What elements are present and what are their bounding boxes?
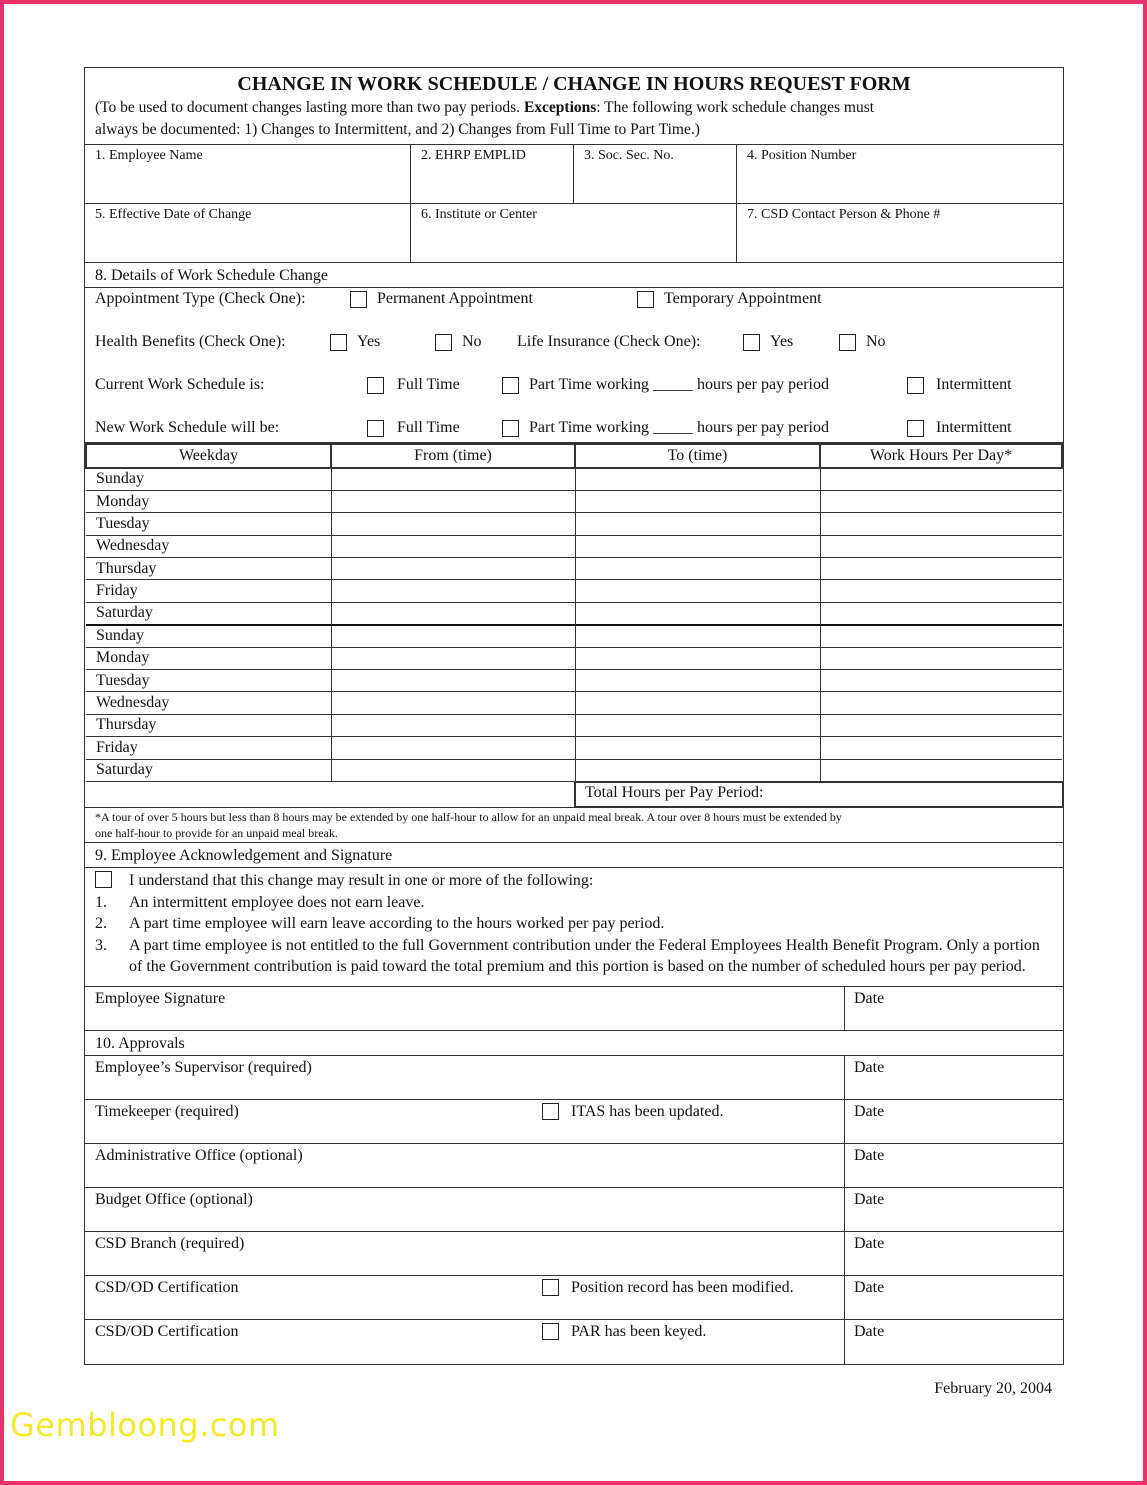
schedule-row (86, 468, 1062, 490)
from-time-header: From (time) (331, 444, 575, 468)
approval-signature-field[interactable] (85, 1144, 845, 1187)
current-part-time-label: Part Time working _____ hours per pay period (529, 376, 829, 393)
form-intro (85, 97, 1063, 144)
form-title: CHANGE IN WORK SCHEDULE / CHANGE IN HOURS REQUEST FORM (237, 73, 911, 95)
weekday-cell: Friday (86, 737, 331, 759)
approval-label: CSD/OD Certification (95, 1278, 239, 1296)
from-time-cell[interactable] (331, 625, 575, 647)
item-text: A part time employee will earn leave according to the hours worked per pay period. (129, 915, 665, 933)
to-time-cell[interactable] (575, 558, 820, 580)
approval-label: Timekeeper (required) (95, 1102, 239, 1120)
institute-field[interactable]: 6. Institute or Center (411, 204, 737, 262)
weekday-cell: Tuesday (86, 513, 331, 535)
weekday-cell: Thursday (86, 714, 331, 736)
permanent-appointment-option[interactable] (350, 290, 533, 308)
approval-signature-field[interactable] (85, 1320, 845, 1364)
effective-date-field[interactable]: 5. Effective Date of Change (85, 204, 411, 262)
life-yes-label: Yes (770, 333, 794, 350)
to-time-cell[interactable] (575, 670, 820, 692)
approval-row (85, 1144, 1063, 1188)
temporary-checkbox[interactable] (637, 291, 654, 308)
approval-label: Employee’s Supervisor (required) (95, 1058, 312, 1076)
employee-signature-row (85, 987, 1063, 1031)
schedule-row (86, 759, 1062, 781)
weekday-cell: Monday (86, 490, 331, 512)
section-10-heading: 10. Approvals (85, 1031, 1063, 1056)
schedule-row (86, 580, 1062, 602)
weekday-cell: Thursday (86, 558, 331, 580)
current-full-time-label: Full Time (397, 376, 460, 393)
employee-signature-date[interactable]: Date (854, 989, 885, 1007)
approval-check-option[interactable] (542, 1279, 794, 1297)
to-time-cell[interactable] (575, 714, 820, 736)
to-time-cell[interactable] (575, 692, 820, 714)
permanent-label: Permanent Appointment (377, 290, 533, 307)
health-yes-label: Yes (357, 333, 381, 350)
weekday-cell: Wednesday (86, 692, 331, 714)
footnote-line-1: *A tour of over 5 hours but less than 8 hours may be extended by one half-hour to allow for an unpaid meal break. A tour over 8 hours must be extended by (95, 809, 842, 824)
work-hours-cell[interactable] (820, 535, 1062, 557)
work-hours-cell[interactable] (820, 737, 1062, 759)
watermark-text: Gembloong.com (10, 1406, 280, 1444)
health-no-checkbox[interactable] (435, 334, 452, 351)
approval-date-field[interactable]: Date (854, 1278, 885, 1296)
to-time-cell[interactable] (575, 535, 820, 557)
from-time-cell[interactable] (331, 580, 575, 602)
work-hours-cell[interactable] (820, 580, 1062, 602)
footnote (85, 808, 1063, 843)
from-time-cell[interactable] (331, 468, 575, 490)
acknowledgement (85, 868, 1063, 987)
schedule-row (86, 647, 1062, 669)
fields-row-1 (85, 145, 1063, 204)
to-time-cell[interactable] (575, 513, 820, 535)
new-full-time-option[interactable] (367, 419, 460, 437)
new-intermittent-option[interactable] (907, 419, 1012, 437)
new-part-time-option[interactable] (502, 419, 829, 437)
intro-text-b: : The following work schedule changes must (596, 99, 875, 116)
item-text: A part time employee is not entitled to the full Government contribution under the Federal Employees Health Benefit Program. Only a portion of the Government contribution is paid toward the total premium and this portion is based on the number of scheduled hours per pay period. (129, 936, 1040, 976)
new-intermittent-label: Intermittent (936, 419, 1012, 436)
item-number: 1. (95, 893, 107, 911)
work-hours-cell[interactable] (820, 490, 1062, 512)
approval-row (85, 1056, 1063, 1100)
new-full-time-label: Full Time (397, 419, 460, 436)
acknowledgement-item (95, 892, 1053, 914)
new-part-time-label: Part Time working _____ hours per pay period (529, 419, 829, 436)
csd-contact-field[interactable]: 7. CSD Contact Person & Phone # (747, 207, 941, 222)
health-yes-option[interactable] (330, 333, 380, 351)
weekday-cell: Saturday (86, 759, 331, 781)
approval-row (85, 1232, 1063, 1276)
weekday-cell: Sunday (86, 468, 331, 490)
approval-row (85, 1276, 1063, 1320)
form-revision-date: February 20, 2004 (934, 1380, 1052, 1397)
weekday-header: Weekday (86, 444, 331, 468)
approval-signature-field[interactable] (85, 1100, 845, 1143)
ehrp-emplid-field[interactable]: 2. EHRP EMPLID (411, 145, 574, 203)
approval-date-field[interactable]: Date (854, 1102, 885, 1120)
from-time-cell[interactable] (331, 535, 575, 557)
position-number-field[interactable]: 4. Position Number (747, 148, 857, 163)
from-time-cell[interactable] (331, 714, 575, 736)
approval-check-option[interactable] (542, 1323, 706, 1341)
life-yes-checkbox[interactable] (743, 334, 760, 351)
from-time-cell[interactable] (331, 602, 575, 624)
approval-row (85, 1100, 1063, 1144)
to-time-cell[interactable] (575, 580, 820, 602)
footnote-line-2: one half-hour to provide for an unpaid meal break. (95, 825, 338, 840)
temporary-appointment-option[interactable] (637, 290, 822, 308)
approval-signature-field[interactable] (85, 1232, 845, 1275)
approval-label: CSD/OD Certification (95, 1322, 239, 1340)
work-hours-cell[interactable] (820, 647, 1062, 669)
work-hours-cell[interactable] (820, 468, 1062, 490)
current-full-time-checkbox[interactable] (367, 377, 384, 394)
to-time-cell[interactable] (575, 602, 820, 624)
approval-checkbox[interactable] (542, 1323, 559, 1340)
approval-date-field[interactable]: Date (854, 1322, 885, 1340)
weekday-cell: Saturday (86, 602, 331, 624)
temporary-label: Temporary Appointment (664, 290, 822, 307)
weekday-cell: Tuesday (86, 670, 331, 692)
section-8-details (85, 288, 1063, 443)
current-full-time-option[interactable] (367, 376, 460, 394)
work-hours-cell[interactable] (820, 714, 1062, 736)
approval-label: Administrative Office (optional) (95, 1146, 303, 1164)
from-time-cell[interactable] (331, 558, 575, 580)
schedule-row (86, 558, 1062, 580)
from-time-cell[interactable] (331, 670, 575, 692)
item-text: An intermittent employee does not earn leave. (129, 893, 425, 911)
ssn-field[interactable]: 3. Soc. Sec. No. (574, 145, 737, 203)
approval-signature-field[interactable] (85, 1056, 845, 1099)
approvals-list (85, 1056, 1063, 1364)
approval-date-field[interactable]: Date (854, 1190, 885, 1208)
weekday-cell: Friday (86, 580, 331, 602)
employee-signature-field[interactable]: Employee Signature (85, 987, 845, 1030)
life-yes-option[interactable] (743, 333, 793, 351)
current-intermittent-option[interactable] (907, 376, 1012, 394)
weekday-cell: Monday (86, 647, 331, 669)
to-time-cell[interactable] (575, 737, 820, 759)
new-part-time-checkbox[interactable] (502, 420, 519, 437)
new-schedule-label: New Work Schedule will be: (95, 419, 280, 436)
schedule-row (86, 490, 1062, 512)
acknowledgement-item (95, 935, 1053, 978)
weekday-cell: Wednesday (86, 535, 331, 557)
life-no-checkbox[interactable] (839, 334, 856, 351)
acknowledgement-intro[interactable] (95, 870, 1053, 892)
current-schedule-label: Current Work Schedule is: (95, 376, 265, 393)
health-no-option[interactable] (435, 333, 482, 351)
item-number: 3. (95, 936, 107, 954)
section-8-heading: 8. Details of Work Schedule Change (85, 263, 1063, 288)
schedule-row (86, 737, 1062, 759)
from-time-cell[interactable] (331, 759, 575, 781)
approval-signature-field[interactable] (85, 1276, 845, 1319)
item-number: 2. (95, 915, 107, 933)
to-time-cell[interactable] (575, 468, 820, 490)
current-intermittent-label: Intermittent (936, 376, 1012, 393)
to-time-cell[interactable] (575, 490, 820, 512)
total-hours-field[interactable]: Total Hours per Pay Period: (574, 781, 1064, 807)
current-intermittent-checkbox[interactable] (907, 377, 924, 394)
request-form (84, 67, 1064, 1365)
weekday-cell: Sunday (86, 625, 331, 647)
schedule-row (86, 535, 1062, 557)
from-time-cell[interactable] (331, 490, 575, 512)
total-hours-row (85, 782, 1063, 808)
work-hours-cell[interactable] (820, 513, 1062, 535)
intro-text-c: always be documented: 1) Changes to Intermittent, and 2) Changes from Full Time to Part Time.) (95, 121, 700, 138)
current-part-time-option[interactable] (502, 376, 829, 394)
acknowledgement-item (95, 913, 1053, 935)
acknowledge-checkbox[interactable] (95, 871, 112, 888)
approval-check-label: ITAS has been updated. (571, 1102, 724, 1120)
health-benefits-label: Health Benefits (Check One): (95, 333, 286, 350)
schedule-row (86, 625, 1062, 647)
to-time-header: To (time) (575, 444, 820, 468)
to-time-cell[interactable] (575, 647, 820, 669)
schedule-body (86, 468, 1062, 781)
work-hours-cell[interactable] (820, 692, 1062, 714)
approval-label: CSD Branch (required) (95, 1234, 245, 1252)
section-9-heading: 9. Employee Acknowledgement and Signature (85, 843, 1063, 868)
schedule-table (85, 443, 1063, 782)
to-time-cell[interactable] (575, 625, 820, 647)
approval-row (85, 1188, 1063, 1232)
appointment-type-label: Appointment Type (Check One): (95, 290, 306, 307)
approval-row (85, 1320, 1063, 1364)
schedule-row (86, 714, 1062, 736)
schedule-row (86, 692, 1062, 714)
life-no-option[interactable] (839, 333, 886, 351)
new-full-time-checkbox[interactable] (367, 420, 384, 437)
approval-check-option[interactable] (542, 1103, 723, 1121)
schedule-row (86, 513, 1062, 535)
current-part-time-checkbox[interactable] (502, 377, 519, 394)
from-time-cell[interactable] (331, 692, 575, 714)
approval-signature-field[interactable] (85, 1188, 845, 1231)
approval-check-label: Position record has been modified. (571, 1278, 794, 1296)
work-hours-cell[interactable] (820, 759, 1062, 781)
work-hours-cell[interactable] (820, 558, 1062, 580)
schedule-row (86, 602, 1062, 624)
from-time-cell[interactable] (331, 647, 575, 669)
work-hours-cell[interactable] (820, 602, 1062, 624)
approval-label: Budget Office (optional) (95, 1190, 253, 1208)
health-yes-checkbox[interactable] (330, 334, 347, 351)
approval-checkbox[interactable] (542, 1279, 559, 1296)
work-hours-cell[interactable] (820, 625, 1062, 647)
intro-exceptions: Exceptions (523, 99, 597, 116)
new-intermittent-checkbox[interactable] (907, 420, 924, 437)
work-hours-header: Work Hours Per Day* (820, 444, 1062, 468)
approval-date-field[interactable]: Date (854, 1146, 885, 1164)
fields-row-2 (85, 204, 1063, 263)
health-no-label: No (462, 333, 482, 350)
approval-check-label: PAR has been keyed. (571, 1322, 707, 1340)
life-insurance-label: Life Insurance (Check One): (517, 333, 701, 350)
schedule-header-row (86, 444, 1062, 468)
approval-checkbox[interactable] (542, 1103, 559, 1120)
work-hours-cell[interactable] (820, 670, 1062, 692)
schedule-row (86, 670, 1062, 692)
from-time-cell[interactable] (331, 737, 575, 759)
employee-name-field[interactable]: 1. Employee Name (85, 145, 411, 203)
from-time-cell[interactable] (331, 513, 575, 535)
permanent-checkbox[interactable] (350, 291, 367, 308)
intro-text-a: (To be used to document changes lasting more than two pay periods. (95, 99, 521, 116)
form-header (85, 68, 1063, 145)
approval-date-field[interactable]: Date (854, 1058, 885, 1076)
acknowledgement-intro-text: I understand that this change may result in one or more of the following: (129, 871, 594, 889)
to-time-cell[interactable] (575, 759, 820, 781)
approval-date-field[interactable]: Date (854, 1234, 885, 1252)
life-no-label: No (866, 333, 886, 350)
